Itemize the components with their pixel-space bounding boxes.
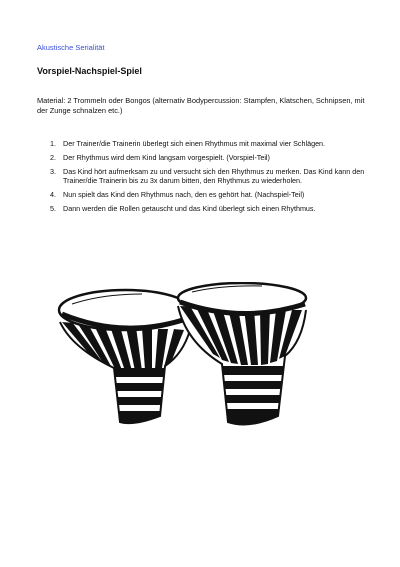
step-text: Dann werden die Rollen getauscht und das Kind überlegt sich einen Rhythmus.: [63, 203, 316, 213]
category-label: Akustische Serialität: [37, 43, 105, 52]
page-title: Vorspiel-Nachspiel-Spiel: [37, 66, 142, 76]
step-text: Der Trainer/die Trainerin überlegt sich einen Rhythmus mit maximal vier Schlägen.: [63, 139, 326, 148]
step-number: 3.: [50, 166, 56, 176]
step-text: Der Rhythmus wird dem Kind langsam vorgespielt. (Vorspiel-Teil): [63, 152, 270, 162]
list-item: [37, 139, 367, 149]
step-number: 2.: [50, 152, 56, 162]
material-paragraph: Material: 2 Trommeln oder Bongos (alternativ Bodypercussion: Stampfen, Klatschen, Schnipsen, mit der Zunge schnalzen etc.): [37, 96, 365, 116]
step-text: Das Kind hört aufmerksam zu und versucht sich den Rhythmus zu merken. Das Kind kann den Trainer/die Trainerin bis zu 3x darum bitten, den Rhythmus zu wiederholen.: [63, 166, 365, 186]
list-item: [37, 167, 367, 187]
step-number: 4.: [50, 190, 56, 200]
right-drum: [172, 282, 310, 430]
steps-list: [37, 139, 367, 218]
step-text: Nun spielt das Kind den Rhythmus nach, den es gehört hat. (Nachspiel-Teil): [63, 190, 305, 200]
bongo-drums-icon: [52, 282, 310, 430]
list-item: [37, 204, 367, 214]
step-number: 5.: [50, 203, 56, 213]
list-item: [37, 153, 367, 163]
list-item: [37, 190, 367, 200]
step-number: 1.: [50, 139, 56, 148]
